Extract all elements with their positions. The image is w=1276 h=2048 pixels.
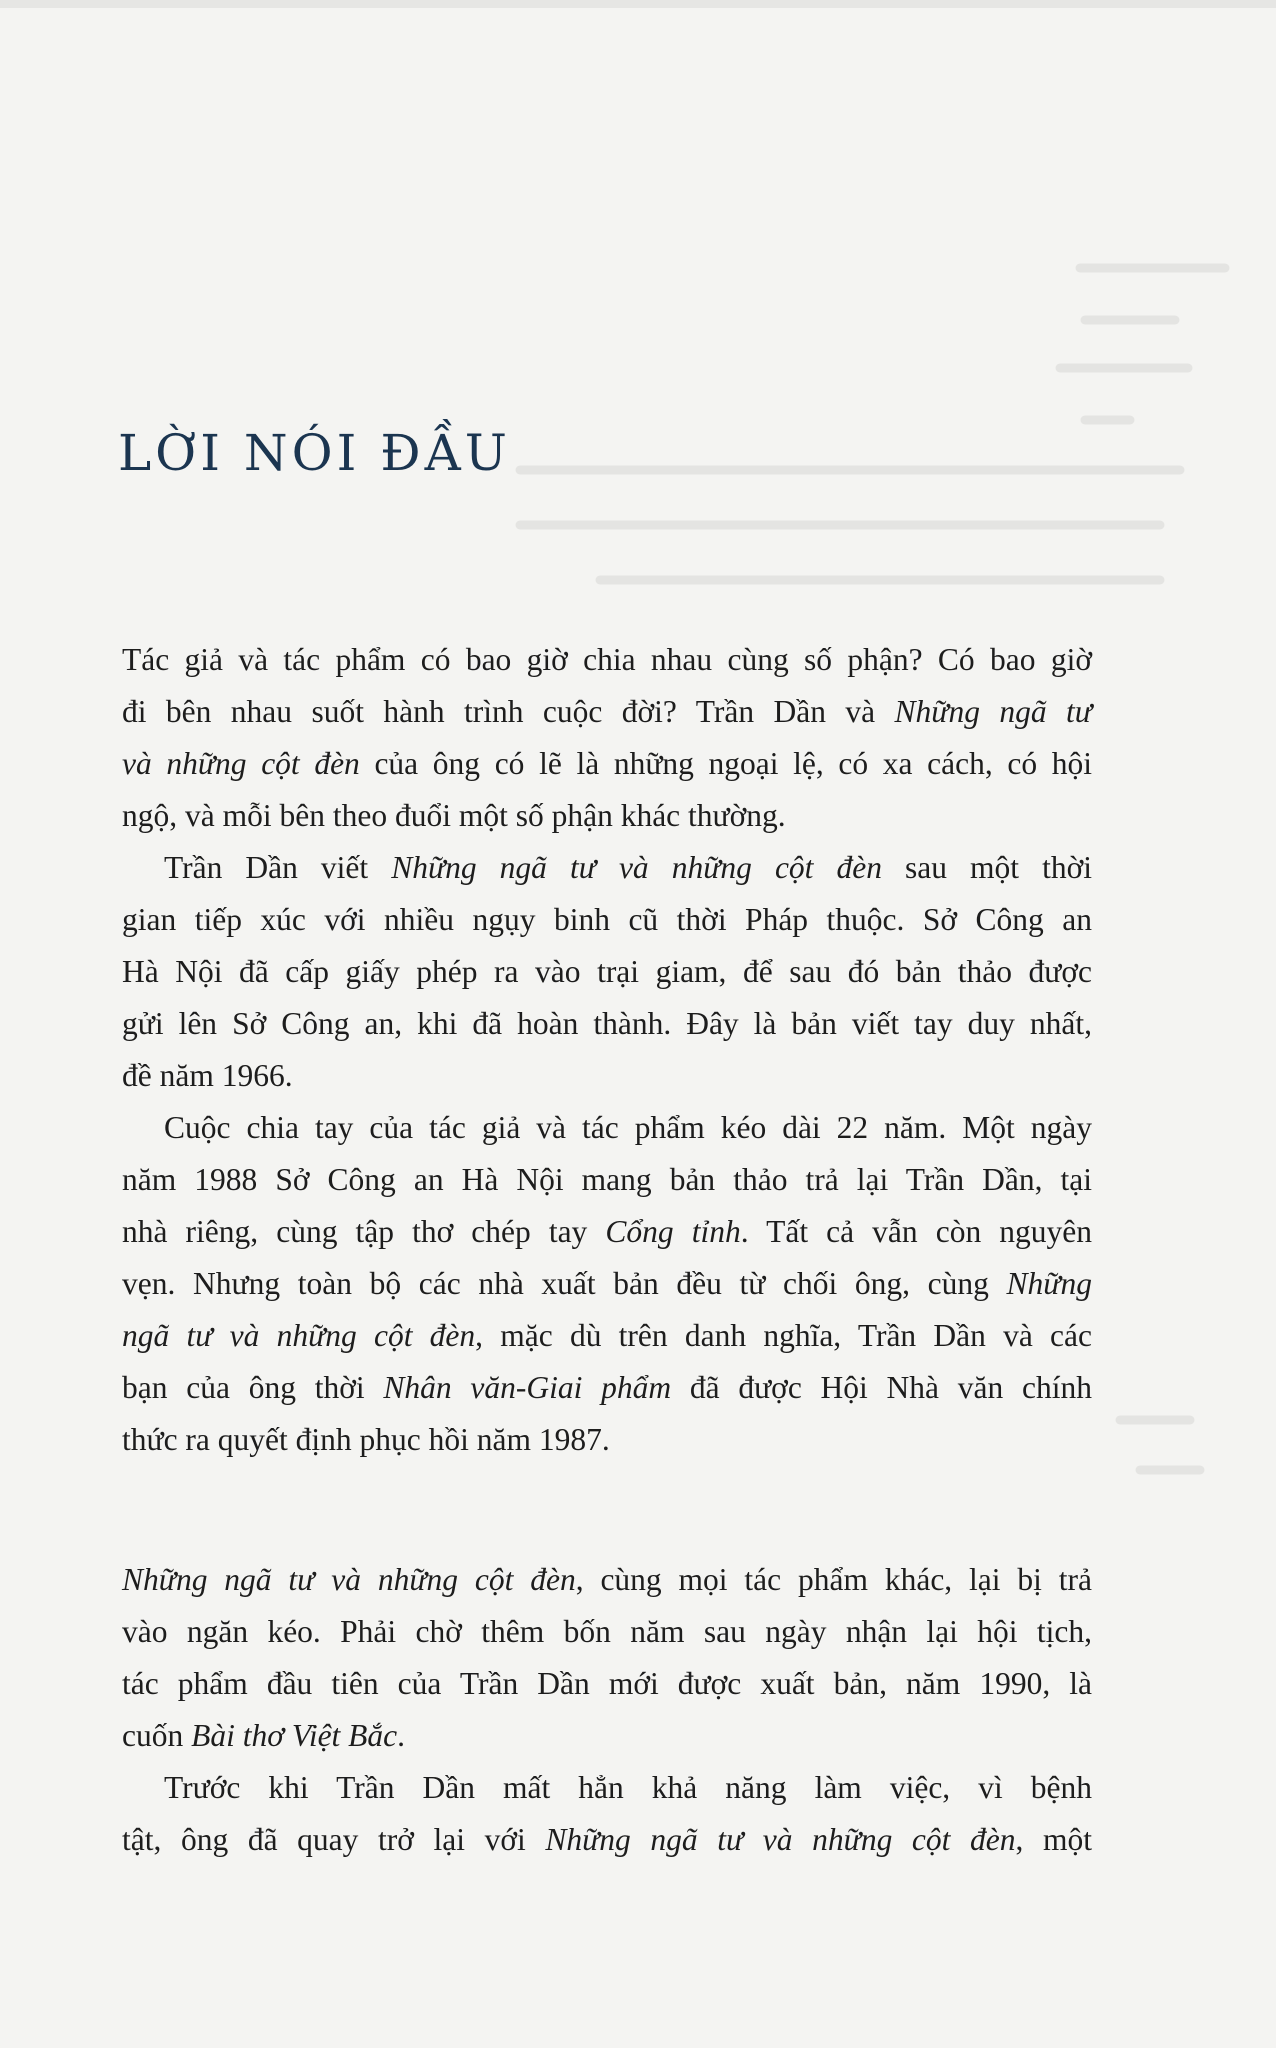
preface-text-block-2	[122, 1554, 1092, 1866]
italic-title: Nhân văn-Giai phẩm	[383, 1370, 672, 1405]
text-line: Những ngã tư và những cột đèn, cùng mọi tác phẩm khác, lại bị trả	[122, 1562, 1092, 1597]
text-line: Trước khi Trần Dần mất hẳn khả năng làm việc, vì bệnh	[164, 1770, 1092, 1805]
italic-title: Những	[1006, 1266, 1092, 1301]
italic-title: Những ngã tư và những cột đèn	[545, 1822, 1016, 1857]
italic-title: Cổng tỉnh	[605, 1214, 741, 1249]
text-line: cuốn Bài thơ Việt Bắc.	[122, 1718, 406, 1753]
text-line: vào ngăn kéo. Phải chờ thêm bốn năm sau ngày nhận lại hội tịch,	[122, 1614, 1092, 1649]
italic-title: Bài thơ Việt Bắc	[191, 1718, 398, 1753]
text-line: Tác giả và tác phẩm có bao giờ chia nhau cùng số phận? Có bao giờ	[122, 642, 1092, 677]
italic-title: và những cột đèn	[122, 746, 360, 781]
italic-title: Những ngã tư	[894, 694, 1092, 729]
text-line: tật, ông đã quay trở lại với Những ngã tư và những cột đèn, một	[122, 1822, 1092, 1857]
text-line: bạn của ông thời Nhân văn-Giai phẩm đã được Hội Nhà văn chính	[122, 1370, 1093, 1405]
text-line: Hà Nội đã cấp giấy phép ra vào trại giam, để sau đó bản thảo được	[122, 954, 1092, 989]
text-line: năm 1988 Sở Công an Hà Nội mang bản thảo trả lại Trần Dần, tại	[122, 1162, 1092, 1197]
text-line: gian tiếp xúc với nhiều ngụy binh cũ thời Pháp thuộc. Sở Công an	[122, 902, 1092, 937]
page-title: LỜI NÓI ĐẦU	[118, 424, 511, 482]
italic-title: ngã tư và những cột đèn	[122, 1318, 476, 1353]
italic-title: Những ngã tư và những cột đèn	[391, 850, 882, 885]
text-line: tác phẩm đầu tiên của Trần Dần mới được xuất bản, năm 1990, là	[122, 1666, 1092, 1701]
text-line: đề năm 1966.	[122, 1058, 293, 1093]
preface-text-block-1	[122, 634, 1092, 1466]
text-line: ngộ, và mỗi bên theo đuổi một số phận khác thường.	[122, 798, 786, 833]
text-line: ngã tư và những cột đèn, mặc dù trên danh nghĩa, Trần Dần và các	[122, 1318, 1093, 1353]
text-line: nhà riêng, cùng tập thơ chép tay Cổng tỉnh. Tất cả vẫn còn nguyên	[122, 1214, 1093, 1249]
text-line: Cuộc chia tay của tác giả và tác phẩm kéo dài 22 năm. Một ngày	[164, 1110, 1092, 1145]
text-line: gửi lên Sở Công an, khi đã hoàn thành. Đây là bản viết tay duy nhất,	[122, 1006, 1092, 1041]
text-line: vẹn. Nhưng toàn bộ các nhà xuất bản đều từ chối ông, cùng Những	[122, 1266, 1092, 1301]
italic-title: Những ngã tư và những cột đèn	[122, 1562, 576, 1597]
text-line: và những cột đèn của ông có lẽ là những ngoại lệ, có xa cách, có hội	[122, 746, 1092, 781]
text-line: Trần Dần viết Những ngã tư và những cột đèn sau một thời	[164, 850, 1093, 885]
text-line: đi bên nhau suốt hành trình cuộc đời? Trần Dần và Những ngã tư	[122, 694, 1092, 729]
text-line: thức ra quyết định phục hồi năm 1987.	[122, 1422, 610, 1457]
